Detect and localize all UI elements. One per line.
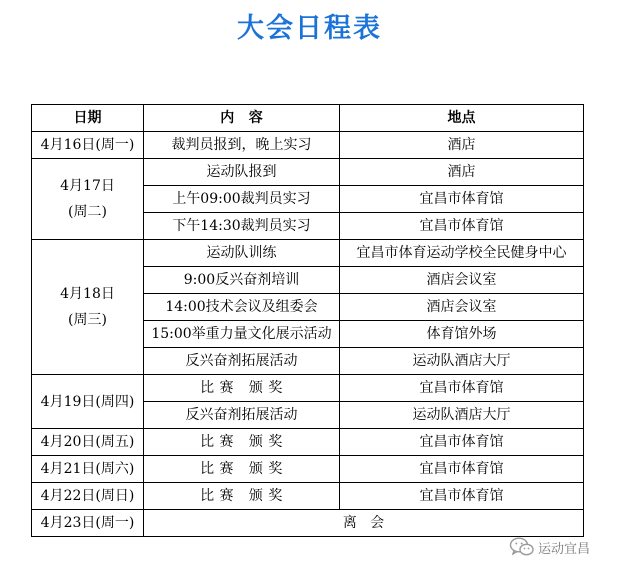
content-cell: 反兴奋剂拓展活动 [144,402,340,429]
date-cell [32,240,144,375]
merged-cell: 离 会 [144,510,584,537]
content-cell: 14:00技术会议及组委会 [144,294,340,321]
date-line: 4月17日 [60,178,115,194]
table-row [32,510,584,537]
content-cell: 反兴奋剂拓展活动 [144,348,340,375]
content-cell: 下午14:30裁判员实习 [144,213,340,240]
weekday-line: (周三) [68,312,107,328]
table-row [32,483,584,510]
content-cell: 15:00举重力量文化展示活动 [144,321,340,348]
place-cell: 宜昌市体育运动学校全民健身中心 [340,240,584,267]
place-cell: 运动队酒店大厅 [340,402,584,429]
table-row [32,240,584,267]
content-cell: 运动队报到 [144,159,340,186]
place-cell: 酒店会议室 [340,294,584,321]
table-row [32,456,584,483]
content-cell: 比 赛 颁 奖 [144,429,340,456]
header-content: 内 容 [144,105,340,132]
place-cell: 酒店 [340,132,584,159]
table-row [32,429,584,456]
place-cell: 酒店会议室 [340,267,584,294]
place-cell: 宜昌市体育馆 [340,375,584,402]
table-row [32,159,584,186]
place-cell: 体育馆外场 [340,321,584,348]
header-date: 日期 [32,105,144,132]
watermark-text: 运动宜昌 [538,541,591,557]
watermark [509,536,590,558]
content-cell: 运动队训练 [144,240,340,267]
date-cell [32,159,144,240]
page-title: 大会日程表 [237,13,382,44]
table-row [32,132,584,159]
date-cell: 4月20日(周五) [32,429,144,456]
place-cell: 运动队酒店大厅 [340,348,584,375]
content-cell: 比 赛 颁 奖 [144,483,340,510]
place-cell: 宜昌市体育馆 [340,213,584,240]
date-cell: 4月19日(周四) [32,375,144,429]
place-cell: 酒店 [340,159,584,186]
date-cell: 4月22日(周日) [32,483,144,510]
date-cell: 4月16日(周一) [32,132,144,159]
header-place: 地点 [340,105,584,132]
date-cell: 4月23日(周一) [32,510,144,537]
content-cell: 裁判员报到，晚上实习 [144,132,340,159]
table-row [32,375,584,402]
place-cell: 宜昌市体育馆 [340,429,584,456]
place-cell: 宜昌市体育馆 [340,483,584,510]
wechat-icon [509,537,535,557]
date-cell: 4月21日(周六) [32,456,144,483]
schedule-table [31,104,584,537]
weekday-line: (周二) [68,204,107,220]
date-line: 4月18日 [60,286,115,302]
table-header-row [32,105,584,132]
place-cell: 宜昌市体育馆 [340,456,584,483]
content-cell: 9:00反兴奋剂培训 [144,267,340,294]
content-cell: 上午09:00裁判员实习 [144,186,340,213]
place-cell: 宜昌市体育馆 [340,186,584,213]
content-cell: 比 赛 颁 奖 [144,375,340,402]
content-cell: 比 赛 颁 奖 [144,456,340,483]
